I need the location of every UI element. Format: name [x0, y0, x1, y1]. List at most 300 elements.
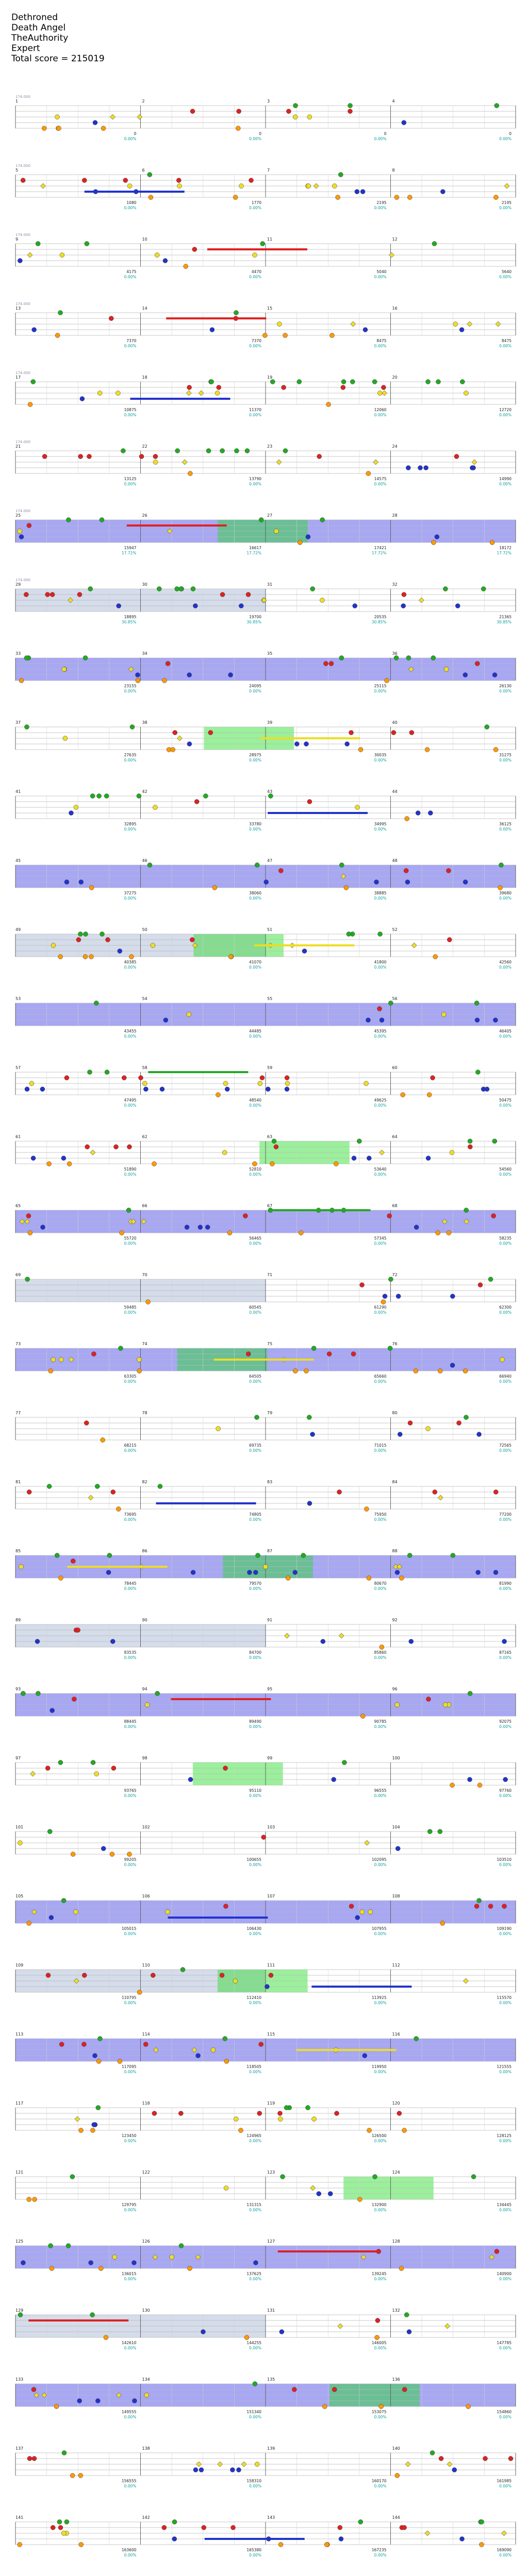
note-marker [177, 736, 182, 741]
measure-score: 96555 [374, 1788, 387, 1793]
note-marker [137, 794, 141, 799]
note-marker [231, 2526, 236, 2530]
measure-number-sub: 51 [267, 927, 273, 932]
measure-score: 49625 [374, 1098, 387, 1103]
measure-number-sub: 44 [392, 789, 398, 794]
note-marker [18, 1841, 22, 1845]
note-marker [366, 471, 371, 476]
note-marker [64, 880, 69, 885]
note-marker [341, 385, 345, 390]
note-marker [88, 587, 93, 591]
measure-score: 85860 [374, 1650, 387, 1655]
measure-score: 154860 [497, 2410, 512, 2414]
note-marker [388, 1277, 393, 1282]
note-marker [320, 518, 325, 522]
note-marker [381, 1300, 386, 1304]
measure-percent: 0.00% [124, 1517, 137, 1522]
measure-score: 93765 [124, 1788, 137, 1793]
note-marker [95, 1484, 100, 1489]
measure-number: 105 [15, 1894, 24, 1899]
sustain-bar [28, 2319, 128, 2321]
note-marker [253, 1570, 258, 1575]
note-marker [471, 2175, 476, 2179]
sustain-bar [311, 1986, 411, 1988]
measure-score: 37275 [124, 891, 137, 895]
measure-percent: 0.00% [499, 2484, 512, 2488]
note-marker [188, 471, 192, 476]
measure-number-sub: 74 [142, 1342, 147, 1346]
note-marker [366, 1018, 370, 1023]
measure-percent: 0.00% [124, 1586, 137, 1591]
note-marker [450, 1363, 455, 1368]
note-marker [253, 2261, 258, 2265]
measure-score: 158310 [246, 2479, 261, 2483]
measure-score: 151340 [246, 2410, 261, 2414]
measure-score: 0 [134, 131, 137, 136]
note-marker [464, 1208, 469, 1213]
measure-score: 137625 [246, 2272, 261, 2276]
sustain-bar [271, 1209, 371, 1211]
note-marker [130, 725, 135, 730]
measure-number: 133 [15, 2377, 24, 2382]
note-marker [170, 2255, 174, 2260]
note-marker [274, 1145, 278, 1149]
note-marker [360, 190, 365, 194]
measure-score: 47495 [124, 1098, 137, 1103]
measure-number-sub: 123 [267, 2170, 275, 2175]
measure-percent: 0.00% [499, 1724, 512, 1729]
measure-number: 69 [15, 1273, 21, 1277]
measure-score: 90785 [374, 1719, 387, 1724]
sustain-bar [130, 398, 230, 400]
measure-percent: 0.00% [124, 2070, 137, 2074]
note-marker [367, 1156, 371, 1161]
measure-score: 0 [509, 131, 512, 136]
tempo-label: 174.000 [15, 578, 30, 582]
note-marker [264, 880, 269, 885]
note-marker [265, 1985, 269, 1989]
note-marker [394, 195, 399, 200]
note-marker [209, 380, 214, 384]
note-marker [492, 1139, 497, 1144]
measure-score: 95110 [249, 1788, 261, 1793]
note-marker [24, 656, 29, 660]
note-marker [104, 794, 109, 799]
measure-score: 53640 [374, 1167, 387, 1172]
note-marker [70, 2473, 75, 2478]
note-marker [27, 523, 31, 528]
note-marker [274, 529, 278, 534]
measure-percent: 0.00% [374, 2139, 387, 2143]
note-marker [66, 518, 71, 522]
note-marker [30, 1771, 36, 1776]
measure-score: 68215 [124, 1443, 137, 1448]
measure-score: 72565 [499, 1443, 512, 1448]
measure-score: 105015 [121, 1926, 137, 1931]
note-marker [137, 1358, 141, 1362]
measure-score: 103510 [497, 1857, 512, 1862]
measure-score: 45395 [374, 1029, 387, 1033]
note-marker [182, 460, 187, 465]
note-marker [101, 1846, 106, 1851]
note-marker [178, 2111, 183, 2116]
note-marker [337, 1490, 342, 1495]
measure-score: 4470 [251, 269, 261, 274]
note-marker [18, 2543, 22, 2547]
measure-percent: 0.00% [124, 1655, 137, 1660]
note-marker [57, 2520, 62, 2524]
note-marker [31, 380, 36, 384]
measure-number-sub: 135 [267, 2377, 275, 2382]
note-marker [203, 794, 208, 799]
note-marker [151, 1973, 155, 1978]
measure-percent: 0.00% [374, 2001, 387, 2005]
note-marker [425, 748, 430, 752]
measure-percent: 0.00% [374, 206, 387, 210]
note-marker [118, 949, 122, 954]
sustain-bar [254, 944, 354, 946]
note-marker [494, 104, 499, 108]
note-marker [62, 2451, 67, 2455]
note-marker [25, 1087, 29, 1092]
note-marker [380, 1018, 384, 1023]
measure-number: 117 [15, 2101, 24, 2106]
note-marker [59, 2042, 64, 2047]
note-marker [27, 2456, 32, 2461]
note-marker [404, 869, 408, 873]
measure-percent: 0.00% [374, 482, 387, 486]
measure-number: 141 [15, 2515, 24, 2520]
note-marker [388, 1346, 392, 1351]
note-marker [205, 1225, 210, 1230]
note-marker [475, 662, 480, 666]
measure-score: 126500 [371, 2133, 387, 2138]
note-marker [269, 1973, 273, 1978]
measure-percent: 0.00% [249, 1034, 261, 1039]
note-marker [280, 2175, 285, 2179]
measure-number-sub: 64 [392, 1134, 398, 1139]
sustain-bar [268, 812, 368, 814]
note-marker [360, 1910, 365, 1914]
measure-number-sub: 48 [392, 858, 398, 863]
measure-score: 134445 [497, 2202, 512, 2207]
measure-number: 81 [15, 1480, 21, 1484]
note-marker [137, 1369, 142, 1374]
note-marker [357, 1139, 361, 1144]
measure-percent: 0.00% [124, 1241, 137, 1246]
measure-percent: 0.00% [124, 1103, 137, 1108]
note-marker [230, 2468, 235, 2472]
note-marker [105, 1070, 109, 1075]
measure-percent: 0.00% [249, 413, 261, 417]
note-marker [436, 380, 440, 384]
note-marker [177, 184, 182, 189]
sustain-bar [278, 2250, 378, 2252]
note-marker [471, 466, 476, 470]
note-marker [268, 794, 273, 799]
note-marker [93, 121, 97, 125]
note-marker [335, 2111, 339, 2116]
note-marker [346, 932, 351, 937]
measure-score: 62300 [499, 1305, 512, 1310]
measure-percent: 0.00% [249, 1310, 261, 1315]
measure-number-sub: 83 [267, 1480, 273, 1484]
measure-score: 75950 [374, 1512, 387, 1517]
measure-number: 49 [15, 927, 21, 932]
note-marker [163, 1018, 168, 1023]
note-marker [328, 2192, 333, 2196]
measure-score: 10875 [124, 408, 137, 412]
measure-score: 119950 [371, 2064, 387, 2069]
note-marker [508, 2456, 513, 2461]
measure-percent: 0.00% [124, 1724, 137, 1729]
measure-number: 13 [15, 306, 21, 311]
measure-score: 153075 [371, 2410, 387, 2414]
measure-number-sub: 110 [142, 1963, 150, 1968]
note-marker [165, 1910, 170, 1914]
note-marker [66, 2244, 71, 2248]
measure-number-sub: 86 [142, 1549, 147, 1553]
note-marker [145, 1703, 150, 1707]
note-marker [353, 604, 357, 608]
note-marker [50, 1708, 55, 1713]
note-marker [305, 2106, 310, 2110]
note-marker [236, 2468, 241, 2472]
note-marker [438, 1369, 442, 1374]
note-marker [253, 2382, 257, 2386]
measure-number-sub: 11 [267, 237, 273, 242]
note-marker [26, 1214, 31, 1218]
measure-percent: 0.00% [124, 2415, 137, 2419]
measure-score: 1770 [251, 200, 261, 205]
note-marker [322, 2404, 327, 2409]
note-marker [101, 1438, 105, 1443]
note-marker [480, 2520, 484, 2524]
measure-score: 5040 [376, 269, 387, 274]
measure-score: 48540 [249, 1098, 261, 1103]
measure-number-sub: 58 [142, 1065, 147, 1070]
note-marker [97, 2037, 102, 2041]
measure-percent: 0.00% [124, 689, 137, 693]
measure-score: 80670 [374, 1581, 387, 1586]
note-marker [450, 1294, 455, 1299]
measure-percent: 0.00% [499, 689, 512, 693]
note-marker [339, 863, 344, 868]
note-marker [334, 1162, 338, 1166]
note-marker [36, 1691, 40, 1696]
measure-percent: 0.00% [374, 137, 387, 141]
note-marker [79, 2128, 84, 2133]
measure-number: 1 [15, 99, 19, 104]
measure-percent: 0.00% [499, 1862, 512, 1867]
measure-percent: 0.00% [249, 1448, 261, 1453]
note-marker [485, 1087, 489, 1092]
note-marker [215, 391, 220, 396]
note-marker [194, 800, 199, 804]
note-marker [460, 2537, 465, 2541]
note-marker [160, 1087, 164, 1092]
note-marker [402, 121, 406, 125]
measure-percent: 0.00% [374, 1517, 387, 1522]
measure-number: 29 [15, 582, 21, 587]
note-marker [297, 380, 302, 384]
note-marker [132, 2399, 137, 2403]
note-marker [375, 2335, 380, 2340]
note-marker [27, 2197, 31, 2202]
note-marker [474, 1904, 479, 1909]
note-marker [411, 943, 417, 948]
note-marker [466, 2404, 471, 2409]
note-marker [175, 449, 180, 453]
note-marker [405, 817, 409, 821]
measure-number-sub: 27 [267, 513, 273, 518]
note-marker [365, 1840, 370, 1845]
note-marker [396, 1294, 401, 1299]
measure-score: 24095 [249, 684, 261, 688]
measure-percent: 0.00% [374, 2208, 387, 2212]
note-marker [212, 886, 217, 890]
measure-score: 59485 [124, 1305, 137, 1310]
measure-percent: 0.00% [124, 1172, 137, 1177]
note-marker [211, 2048, 216, 2053]
measure-number-sub: 140 [392, 2446, 400, 2451]
note-marker [139, 454, 144, 459]
note-marker [116, 391, 120, 396]
note-marker [67, 1162, 72, 1166]
note-marker [339, 656, 344, 660]
measure-percent: 0.00% [124, 482, 137, 486]
note-marker [58, 1760, 63, 1765]
note-marker [228, 673, 233, 677]
note-marker [24, 592, 28, 597]
measure-score: 15947 [124, 546, 137, 550]
note-marker [440, 190, 445, 194]
note-marker [96, 2059, 101, 2064]
measure-percent: 0.00% [499, 1517, 512, 1522]
measure-score: 73695 [124, 1512, 137, 1517]
sustain-bar [296, 2049, 397, 2051]
note-marker [83, 932, 88, 937]
note-marker [292, 2387, 296, 2392]
measure-number-sub: 47 [267, 858, 273, 863]
tempo-label: 174.000 [15, 302, 30, 306]
measure-number: 45 [15, 858, 21, 863]
measure-percent: 0.00% [124, 206, 137, 210]
measure-number-sub: 114 [142, 2032, 150, 2037]
measure-percent: 30.85% [371, 620, 387, 624]
measure-score: 109190 [497, 1926, 512, 1931]
measure-percent: 0.00% [249, 1103, 261, 1108]
measure-score: 78445 [124, 1581, 137, 1586]
note-marker [414, 2037, 419, 2041]
note-marker [56, 126, 61, 131]
measure-score: 118505 [246, 2064, 261, 2069]
measure-percent: 0.00% [249, 1172, 261, 1177]
note-marker [342, 1760, 346, 1765]
measure-number: 41 [15, 789, 21, 794]
measure-number-sub: 68 [392, 1204, 398, 1208]
note-marker [243, 1214, 248, 1218]
note-marker [62, 667, 67, 672]
measure-number-sub: 102 [142, 1825, 150, 1829]
measure-percent: 0.00% [124, 2277, 137, 2281]
note-marker [118, 1346, 123, 1351]
measure-score: 25115 [374, 684, 387, 688]
note-marker [475, 1070, 480, 1075]
measure-number-sub: 76 [392, 1342, 398, 1346]
note-marker [477, 1899, 482, 1903]
measure-percent: 0.00% [374, 2415, 387, 2419]
note-marker [225, 1087, 229, 1092]
measure-score: 0 [384, 131, 387, 136]
note-marker [87, 1070, 92, 1075]
measure-percent: 0.00% [499, 2139, 512, 2143]
measure-percent: 30.85% [246, 620, 261, 624]
note-marker [286, 1576, 290, 1581]
note-marker [435, 535, 439, 539]
tempo-label: 174.000 [15, 440, 30, 444]
measure-number-sub: 99 [267, 1756, 273, 1760]
measure-score: 89490 [249, 1719, 261, 1724]
measure-score: 56465 [249, 1236, 261, 1241]
measure-number-sub: 22 [142, 444, 147, 449]
measure-score: 5640 [501, 269, 512, 274]
measure-number-sub: 4 [392, 99, 395, 104]
measure-number-sub: 119 [267, 2101, 275, 2106]
sustain-bar [166, 317, 266, 319]
measure-score: 74805 [249, 1512, 261, 1517]
note-marker [163, 259, 168, 263]
note-marker [438, 1495, 443, 1500]
note-marker [440, 1921, 445, 1926]
note-marker [173, 731, 177, 735]
note-marker [401, 604, 406, 608]
measure-percent: 0.00% [499, 2070, 512, 2074]
note-marker [493, 195, 498, 200]
note-marker [79, 2543, 84, 2547]
note-marker [257, 2111, 262, 2116]
measure-number: 89 [15, 1618, 21, 1622]
note-marker [433, 955, 438, 959]
note-marker [111, 1490, 116, 1495]
note-marker [77, 2399, 82, 2403]
note-marker [143, 1087, 148, 1092]
measure-percent: 0.00% [374, 275, 387, 279]
note-marker [431, 1076, 435, 1080]
note-marker [362, 2054, 367, 2058]
measure-percent: 0.00% [499, 1931, 512, 1936]
measure-number-sub: 98 [142, 1756, 147, 1760]
note-marker [485, 725, 489, 730]
note-marker [425, 1427, 430, 1431]
measure-score: 33780 [249, 822, 261, 826]
measure-number-sub: 94 [142, 1687, 147, 1691]
note-marker [492, 673, 497, 677]
note-marker [304, 742, 308, 747]
note-marker [192, 247, 197, 252]
note-marker [222, 1150, 227, 1155]
measure-score: 144255 [246, 2341, 261, 2345]
note-marker [332, 2387, 337, 2392]
note-marker [402, 2387, 407, 2392]
note-marker [100, 932, 105, 937]
measure-number-sub: 106 [142, 1894, 150, 1899]
measure-score: 165380 [246, 2548, 261, 2552]
measure-percent: 0.00% [249, 1586, 261, 1591]
note-marker [107, 1553, 112, 1558]
note-marker [110, 1639, 115, 1644]
note-marker [216, 1093, 221, 1097]
